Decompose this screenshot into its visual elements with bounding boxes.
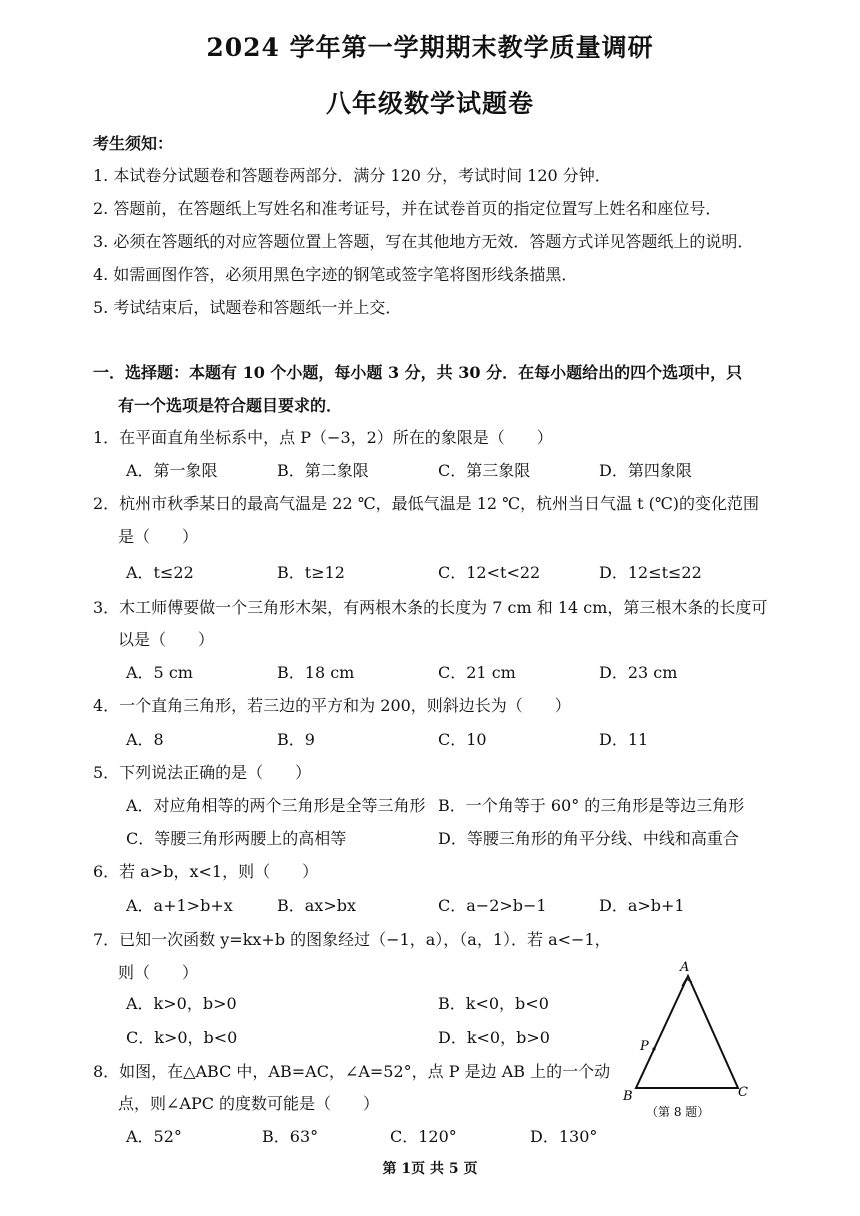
question-1-stem: 1．在平面直角坐标系中，点 P（−3，2）所在的象限是（ ） bbox=[93, 428, 553, 447]
page-footer: 第 1页 共 5 页 bbox=[382, 1161, 478, 1177]
exam-subtitle: 八年级数学试题卷 bbox=[325, 89, 534, 118]
question-8-option-a: A．52° bbox=[126, 1127, 182, 1146]
question-3-option-c: C．21 cm bbox=[438, 663, 516, 682]
question-5-option-b: B．一个角等于 60° 的三角形是等边三角形 bbox=[438, 796, 745, 815]
triangle-figure bbox=[618, 956, 758, 1128]
question-8-option-b: B．63° bbox=[262, 1127, 319, 1146]
notice-item: 3. 必须在答题纸的对应答题位置上答题，写在其他地方无效．答题方式详见答题纸上的说明． bbox=[93, 232, 754, 251]
label-b: B bbox=[623, 1089, 633, 1104]
section-heading: 一．选择题：本题有 10 个小题，每小题 3 分，共 30 分．在每小题给出的四个选项中，只 bbox=[93, 363, 743, 382]
question-7-stem: 7．已知一次函数 y=kx+b 的图象经过（−1，a），（a，1）．若 a<−1， bbox=[93, 930, 611, 949]
notice-item: 4. 如需画图作答，必须用黑色字迹的钢笔或签字笔将图形线条描黑． bbox=[93, 265, 578, 284]
notice-item: 1. 本试卷分试题卷和答题卷两部分．满分 120 分，考试时间 120 分钟． bbox=[93, 166, 611, 185]
question-8-stem-cont: 点，则∠APC 的度数可能是（ ） bbox=[118, 1094, 380, 1113]
question-6-option-c: C．a−2>b−1 bbox=[438, 896, 547, 915]
question-8-option-d: D．130° bbox=[530, 1127, 598, 1146]
question-1-option-b: B．第二象限 bbox=[277, 461, 369, 480]
exam-title: 2024 学年第一学期期末教学质量调研 bbox=[206, 33, 654, 62]
label-a: A bbox=[680, 960, 690, 975]
section-heading-cont: 有一个选项是符合题目要求的． bbox=[118, 396, 343, 415]
question-6-option-d: D．a>b+1 bbox=[599, 896, 685, 915]
question-5-option-c: C．等腰三角形两腰上的高相等 bbox=[126, 829, 347, 848]
question-4-option-c: C．10 bbox=[438, 730, 487, 749]
question-6-option-b: B．ax>bx bbox=[277, 896, 356, 915]
question-7-stem-cont: 则（ ） bbox=[118, 963, 199, 982]
question-2-stem: 2．杭州市秋季某日的最高气温是 22 ℃，最低气温是 12 ℃，杭州当日气温 t (℃)的变化范围 bbox=[93, 494, 760, 513]
question-7-option-d: D．k<0，b>0 bbox=[438, 1028, 550, 1047]
question-2-option-b: B．t≥12 bbox=[277, 563, 345, 582]
question-6-stem: 6．若 a>b，x<1，则（ ） bbox=[93, 862, 319, 881]
question-5-stem: 5．下列说法正确的是（ ） bbox=[93, 763, 312, 782]
question-2-stem-cont: 是（ ） bbox=[118, 527, 199, 546]
question-6-option-a: A．a+1>b+x bbox=[126, 896, 233, 915]
question-1-option-d: D．第四象限 bbox=[599, 461, 692, 480]
notice-heading: 考生须知： bbox=[93, 134, 174, 153]
label-p: P bbox=[640, 1039, 649, 1054]
question-3-stem: 3．木工师傅要做一个三角形木架，有两根木条的长度为 7 cm 和 14 cm，第三根木条的长度可 bbox=[93, 598, 768, 617]
question-4-option-b: B．9 bbox=[277, 730, 315, 749]
question-3-option-d: D．23 cm bbox=[599, 663, 678, 682]
question-2-option-c: C．12<t<22 bbox=[438, 563, 541, 582]
question-7-option-c: C．k>0，b<0 bbox=[126, 1028, 238, 1047]
notice-item: 2. 答题前，在答题纸上写姓名和准考证号，并在试卷首页的指定位置写上姓名和座位号． bbox=[93, 199, 722, 218]
question-3-option-b: B．18 cm bbox=[277, 663, 355, 682]
triangle-abc bbox=[636, 976, 738, 1088]
question-8-option-c: C．120° bbox=[390, 1127, 457, 1146]
question-8-stem: 8．如图，在△ABC 中，AB=AC，∠A=52°，点 P 是边 AB 上的一个动 bbox=[93, 1062, 611, 1081]
question-7-option-b: B．k<0，b<0 bbox=[438, 994, 549, 1013]
figure-caption: （第 8 题） bbox=[646, 1105, 710, 1119]
question-4-option-a: A．8 bbox=[126, 730, 164, 749]
question-3-stem-cont: 以是（ ） bbox=[118, 630, 215, 649]
question-1-option-a: A．第一象限 bbox=[126, 461, 218, 480]
notice-item: 5. 考试结束后，试题卷和答题纸一并上交． bbox=[93, 298, 402, 317]
question-5-option-a: A．对应角相等的两个三角形是全等三角形 bbox=[126, 796, 426, 815]
question-1-option-c: C．第三象限 bbox=[438, 461, 531, 480]
question-5-option-d: D．等腰三角形的角平分线、中线和高重合 bbox=[438, 829, 739, 848]
question-7-option-a: A．k>0，b>0 bbox=[126, 994, 237, 1013]
label-c: C bbox=[738, 1085, 748, 1100]
question-2-option-a: A．t≤22 bbox=[126, 563, 194, 582]
question-3-option-a: A．5 cm bbox=[126, 663, 193, 682]
question-2-option-d: D．12≤t≤22 bbox=[599, 563, 702, 582]
question-4-stem: 4．一个直角三角形，若三边的平方和为 200，则斜边长为（ ） bbox=[93, 696, 571, 715]
point-p bbox=[652, 1047, 655, 1050]
question-4-option-d: D．11 bbox=[599, 730, 649, 749]
